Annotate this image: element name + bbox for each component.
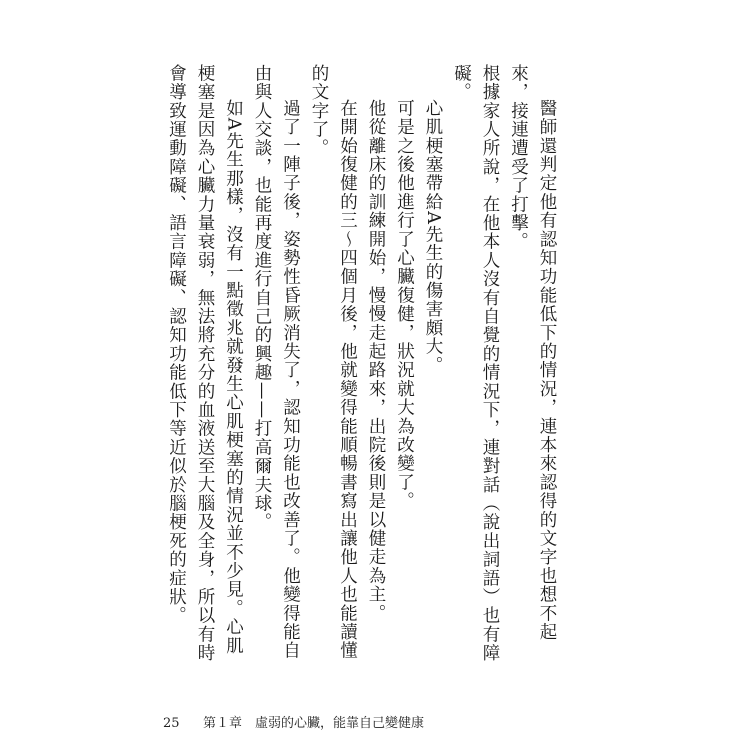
paragraph-6: 在開始復健的三～四個月後，他就變得能順暢書寫出讓他人也能讀懂的文字了。 — [309, 64, 358, 660]
vertical-text-body — [166, 64, 561, 664]
paragraph-8: 如A先生那樣，沒有一點徵兆就發生心肌梗塞的情況並不少見。心肌梗塞是因為心臟力量衰弱，無法將充分的血液送至大腦及全身，所以有時會導致運動障礙、語言障礙、認知功能低下等近似於腦梗死的症狀。 — [166, 64, 244, 663]
paragraph-2: 根據家人所說，在他本人沒有自覺的情況下，連對話（說出詞語）也有障礙。 — [451, 64, 500, 663]
paragraph-4: 可是之後他進行了心臟復健，狀況就大為改變了。 — [394, 99, 415, 511]
page-footer — [163, 712, 424, 731]
paragraph-5: 他從離床的訓練開始，慢慢走起路來，出院後則是以健走為主。 — [366, 99, 386, 623]
page-number: 25 — [163, 716, 180, 731]
paragraph-1: 醫師還判定他有認知功能低下的情況，連本來認得的文字也想不起來，接連遭受了打擊。 — [508, 64, 557, 642]
running-header-chapter: 第１章 虛弱的心臟，能靠自己變健康 — [203, 716, 425, 731]
paragraph-3: 心肌梗塞帶給A先生的傷害頗大。 — [423, 99, 443, 375]
paragraph-7: 過了一陣子後，姿勢性昏厥消失了，認知功能也改善了。他變得能自由與人交談，也能再度進行自己的興趣——打高爾夫球。 — [252, 64, 301, 660]
